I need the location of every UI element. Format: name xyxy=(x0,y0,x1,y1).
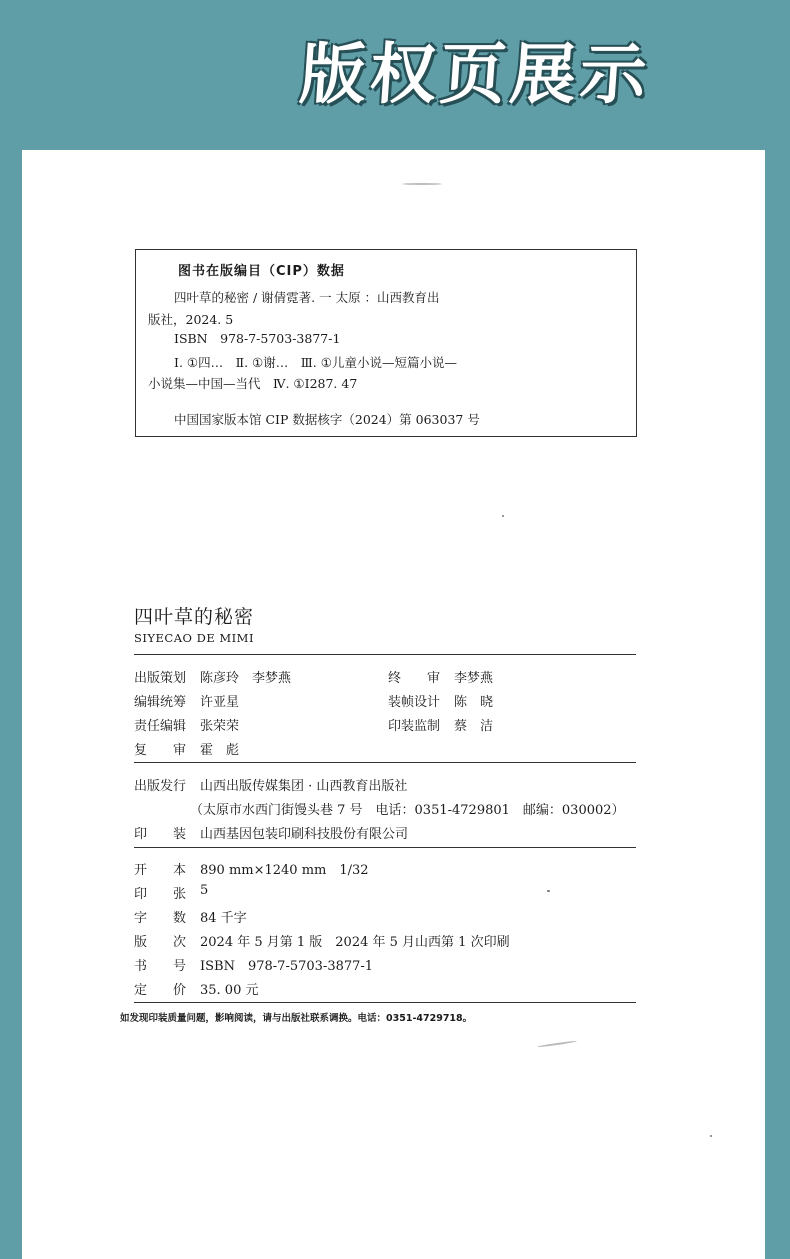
book-title: 四叶草的秘密 xyxy=(134,606,255,628)
credit-value: 陈彦玲 李梦燕 xyxy=(200,671,292,686)
credit-label: 终 审 xyxy=(388,671,441,686)
credit-value: 张荣荣 xyxy=(200,719,240,734)
quality-notice: 如发现印装质量问题，影响阅读，请与出版社联系调换。电话：0351-4729718。 xyxy=(120,1013,473,1024)
scan-speck xyxy=(710,1135,712,1137)
divider xyxy=(134,762,636,763)
scan-speck xyxy=(537,1040,577,1048)
divider xyxy=(134,847,636,848)
cip-line: Ⅰ. ①四… Ⅱ. ①谢… Ⅲ. ①儿童小说—短篇小说— xyxy=(174,355,457,370)
spec-label: 开 本 xyxy=(134,863,187,878)
cip-data-box xyxy=(135,249,637,437)
credit-label: 复 审 xyxy=(134,743,187,758)
credit-label: 责任编辑 xyxy=(134,719,187,734)
spec-label: 定 价 xyxy=(134,983,187,998)
cip-line: 中国国家版本馆 CIP 数据核字（2024）第 063037 号 xyxy=(174,412,480,427)
banner-title: 版权页展示 xyxy=(297,36,653,113)
cip-line: 版社，2024. 5 xyxy=(148,312,234,327)
credit-label: 印装监制 xyxy=(388,719,441,734)
credit-value: 李梦燕 xyxy=(454,671,494,686)
credit-label: 出版策划 xyxy=(134,671,187,686)
spec-value: 890 mm×1240 mm 1/32 xyxy=(200,863,369,878)
publisher-address: （太原市水西门街馒头巷 7 号 电话：0351-4729801 邮编：030002） xyxy=(190,803,625,818)
scan-speck xyxy=(402,183,442,185)
credit-label: 装帧设计 xyxy=(388,695,441,710)
spec-value: 5 xyxy=(200,883,209,898)
credit-label: 编辑统筹 xyxy=(134,695,187,710)
printer-name: 山西基因包装印刷科技股份有限公司 xyxy=(200,827,409,842)
cip-line: ISBN 978-7-5703-3877-1 xyxy=(174,331,341,346)
spec-value: 84 千字 xyxy=(200,911,247,926)
spec-value: 35. 00 元 xyxy=(200,983,259,998)
scan-speck xyxy=(547,890,550,892)
cip-line: 四叶草的秘密 / 谢倩霓著. 一 太原 ：山西教育出 xyxy=(174,290,440,305)
divider xyxy=(134,654,636,655)
cip-heading: 图书在版编目（CIP）数据 xyxy=(178,264,345,279)
credit-value: 霍 彪 xyxy=(200,743,240,758)
credit-value: 蔡 洁 xyxy=(454,719,494,734)
book-pinyin: SIYECAO DE MIMI xyxy=(134,631,255,645)
divider xyxy=(134,1002,636,1003)
scan-speck xyxy=(502,515,504,517)
cip-line: 小说集—中国—当代 Ⅳ. ①I287. 47 xyxy=(148,376,358,391)
spec-value: ISBN 978-7-5703-3877-1 xyxy=(200,959,374,974)
credit-value: 许亚星 xyxy=(200,695,240,710)
credit-value: 陈 晓 xyxy=(454,695,494,710)
copyright-page xyxy=(22,150,765,1259)
publisher-label: 出版发行 xyxy=(134,779,187,794)
spec-label: 字 数 xyxy=(134,911,187,926)
spec-label: 版 次 xyxy=(134,935,187,950)
spec-value: 2024 年 5 月第 1 版 2024 年 5 月山西第 1 次印刷 xyxy=(200,935,510,950)
spec-label: 印 张 xyxy=(134,887,187,902)
printer-label: 印 装 xyxy=(134,827,187,842)
spec-label: 书 号 xyxy=(134,959,187,974)
publisher-name: 山西出版传媒集团 · 山西教育出版社 xyxy=(200,779,408,794)
